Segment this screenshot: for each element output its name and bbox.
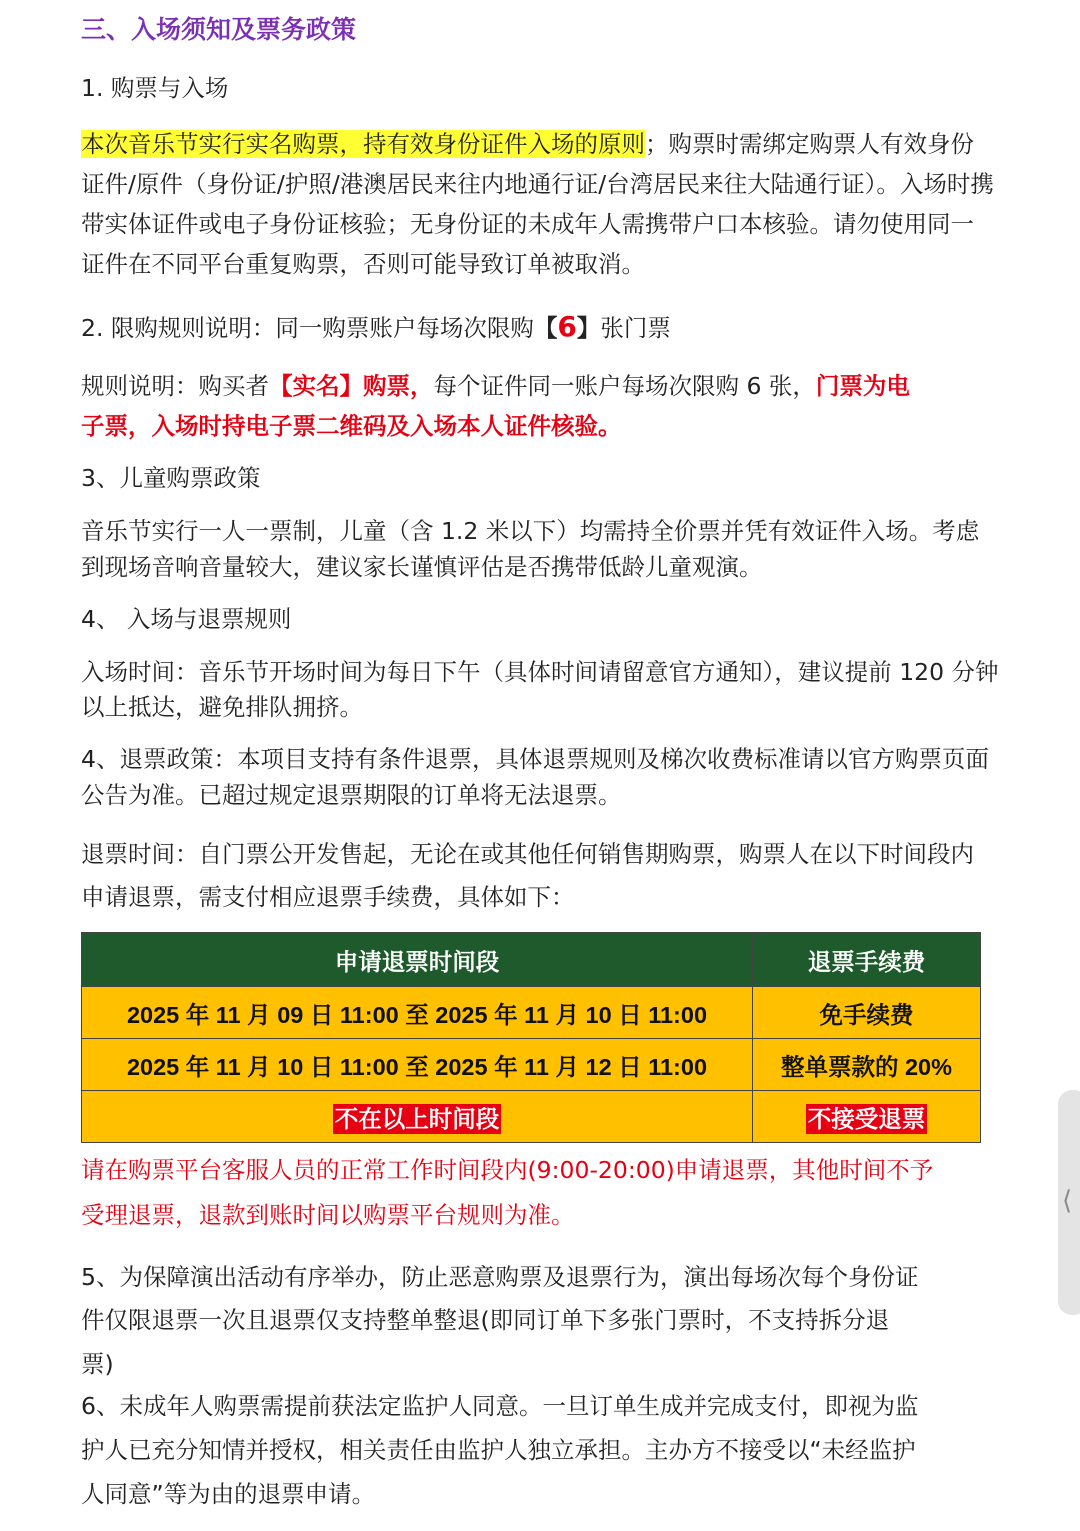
period-cell: 2025 年 11 月 10 日 11:00 至 2025 年 11 月 12 日 11:00 xyxy=(82,1039,753,1091)
refund-fee-table xyxy=(81,932,981,1143)
header-fee: 退票手续费 xyxy=(753,933,981,987)
s6-line3: 人同意”等为由的退票申请。 xyxy=(81,1480,376,1508)
s2-heading-pre: 2. 限购规则说明：同一购票账户每场次限购 xyxy=(81,314,534,342)
fee-cell xyxy=(753,1091,981,1143)
s2-heading xyxy=(81,310,671,345)
s2-rule-line1 xyxy=(81,369,910,403)
s3-line2: 到现场音响音量较大，建议家长谨慎评估是否携带低龄儿童观演。 xyxy=(81,553,763,581)
rule-eticket-red: 门票为电 xyxy=(815,372,910,400)
s5-line2: 件仅限退票一次且退票仅支持整单整退(即同订单下多张门票时，不支持拆分退 xyxy=(81,1306,890,1334)
s1-line1 xyxy=(81,127,974,161)
table-row xyxy=(82,1091,981,1143)
purchase-limit-number: 6 xyxy=(557,310,577,343)
s5-line1: 5、为保障演出活动有序举办，防止恶意购票及退票行为，演出每场次每个身份证 xyxy=(81,1263,919,1291)
header-period: 申请退票时间段 xyxy=(82,933,753,987)
service-note-line2: 受理退票，退款到账时间以购票平台规则为准。 xyxy=(81,1201,575,1229)
refund-time-line1: 退票时间：自门票公开发售起，无论在或其他任何销售期购票，购票人在以下时间段内 xyxy=(81,840,974,868)
rule-mid: 每个证件同一账户每场次限购 6 张， xyxy=(433,372,816,400)
s3-heading: 3、儿童购票政策 xyxy=(81,464,261,492)
s1-line4: 证件在不同平台重复购票，否则可能导致订单被取消。 xyxy=(81,250,645,278)
s1-line3: 带实体证件或电子身份证核验；无身份证的未成年人需携带户口本核验。请勿使用同一 xyxy=(81,210,974,238)
s3-line1: 音乐节实行一人一票制，儿童（含 1.2 米以下）均需持全价票并凭有效证件入场。考虑 xyxy=(81,517,980,545)
rule-realname-red: 【实名】购票， xyxy=(269,372,434,400)
refund-policy-line1: 4、退票政策：本项目支持有条件退票，具体退票规则及梯次收费标准请以官方购票页面 xyxy=(81,745,989,773)
s5-line3: 票) xyxy=(81,1350,114,1378)
service-note-line1: 请在购票平台客服人员的正常工作时间段内(9:00-20:00)申请退票，其他时间不予 xyxy=(81,1156,934,1184)
refund-policy-line2: 公告为准。已超过规定退票期限的订单将无法退票。 xyxy=(81,781,622,809)
rule-label: 规则说明：购买者 xyxy=(81,372,269,400)
table-header-row xyxy=(82,933,981,987)
s4-heading: 4、 入场与退票规则 xyxy=(81,605,292,633)
s2-heading-post: 张门票 xyxy=(600,314,671,342)
s2-rule-line2: 子票，入场时持电子票二维码及入场本人证件核验。 xyxy=(81,412,622,440)
realname-highlight: 本次音乐节实行实名购票，持有效身份证件入场的原则 xyxy=(81,130,645,158)
period-cell: 2025 年 11 月 09 日 11:00 至 2025 年 11 月 10 日 11:00 xyxy=(82,987,753,1039)
s6-line1: 6、未成年人购票需提前获法定监护人同意。一旦订单生成并完成支付，即视为监 xyxy=(81,1392,919,1420)
refund-time-line2: 申请退票，需支付相应退票手续费，具体如下： xyxy=(81,883,575,911)
bracket-close: 】 xyxy=(576,314,601,342)
fee-cell: 免手续费 xyxy=(753,987,981,1039)
s1-line2: 证件/原件（身份证/护照/港澳居民来往内地通行证/台湾居民来往大陆通行证）。入场时携 xyxy=(81,170,994,198)
side-scroll-handle[interactable] xyxy=(1058,1090,1080,1315)
bracket-open: 【 xyxy=(533,314,558,342)
entry-time-line1: 入场时间：音乐节开场时间为每日下午（具体时间请留意官方通知），建议提前 120 分钟 xyxy=(81,658,999,686)
s1-heading: 1. 购票与入场 xyxy=(81,74,229,102)
section-title: 三、入场须知及票务政策 xyxy=(81,15,357,44)
entry-time-line2: 以上抵达，避免排队拥挤。 xyxy=(81,693,363,721)
table-row xyxy=(82,987,981,1039)
s1-line1-rest: ；购票时需绑定购票人有效身份 xyxy=(645,130,974,158)
period-cell xyxy=(82,1091,753,1143)
fee-cell: 整单票款的 20% xyxy=(753,1039,981,1091)
no-refund-label: 不接受退票 xyxy=(807,1105,926,1132)
chevron-left-icon: ⟨ xyxy=(1062,1186,1073,1216)
table-row xyxy=(82,1039,981,1091)
s6-line2: 护人已充分知情并授权，相关责任由监护人独立承担。主办方不接受以“未经监护 xyxy=(81,1436,916,1464)
outside-period-label: 不在以上时间段 xyxy=(334,1105,500,1132)
